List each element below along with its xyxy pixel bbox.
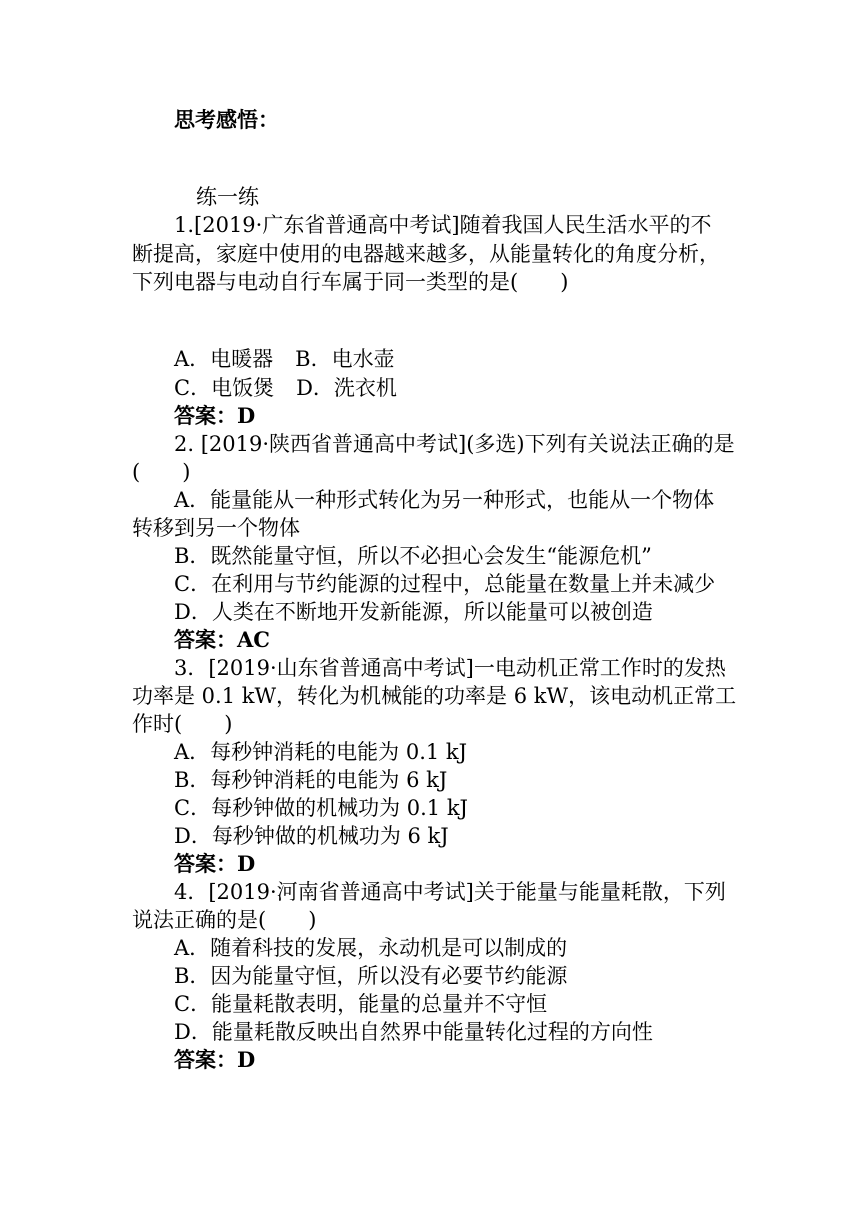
q2-option-a-cont: 转移到另一个物体 <box>132 516 300 540</box>
q4-option-c: C．能量耗散表明，能量的总量并不守恒 <box>174 992 548 1016</box>
q1-stem-line-2: 断提高，家庭中使用的电器越来越多，从能量转化的角度分析， <box>132 242 720 266</box>
q3-option-c: C．每秒钟做的机械功为 0.1 kJ <box>174 796 468 820</box>
q4-answer: 答案：D <box>174 1047 256 1072</box>
q1-option-b: B．电水壶 <box>295 347 395 371</box>
q3-option-d: D．每秒钟做的机械功为 6 kJ <box>174 824 449 848</box>
q2-option-d: D．人类在不断地开发新能源，所以能量可以被创造 <box>174 600 653 624</box>
q4-stem-line-2: 说法正确的是( ) <box>132 908 317 932</box>
q1-stem-line-3: 下列电器与电动自行车属于同一类型的是( ) <box>132 270 569 294</box>
q1-options-row-1 <box>174 345 732 373</box>
q4-option-a: A．随着科技的发展，永动机是可以制成的 <box>174 936 568 960</box>
q3-option-a: A．每秒钟消耗的电能为 0.1 kJ <box>174 740 468 764</box>
q2-answer: 答案：AC <box>174 627 271 652</box>
q1-answer: 答案：D <box>174 403 256 428</box>
q3-stem-line-2: 功率是 0.1 kW，转化为机械能的功率是 6 kW，该电动机正常工 <box>132 684 737 708</box>
q1-options-row-2 <box>174 374 732 402</box>
q1-stem-line-1: 1.[2019·广东省普通高中考试]随着我国人民生活水平的不 <box>174 213 712 237</box>
q1-option-a: A．电暖器 <box>174 347 274 371</box>
q2-option-a: A．能量能从一种形式转化为另一种形式，也能从一个物体 <box>174 488 715 512</box>
reflection-heading: 思考感悟： <box>174 107 279 132</box>
practice-heading: 练一练 <box>196 185 259 209</box>
q4-stem-line-1: 4．[2019·河南省普通高中考试]关于能量与能量耗散，下列 <box>174 880 726 904</box>
q2-stem-line-1: 2. [2019·陕西省普通高中考试](多选)下列有关说法正确的是 <box>174 432 735 456</box>
q3-option-b: B．每秒钟消耗的电能为 6 kJ <box>174 768 448 792</box>
q2-option-b: B．既然能量守恒，所以不必担心会发生“能源危机” <box>174 544 652 568</box>
q3-stem-line-1: 3．[2019·山东省普通高中考试]一电动机正常工作时的发热 <box>174 656 726 680</box>
q4-option-d: D．能量耗散反映出自然界中能量转化过程的方向性 <box>174 1020 653 1044</box>
q2-stem-line-2: ( ) <box>132 460 191 484</box>
q2-option-c: C．在利用与节约能源的过程中，总能量在数量上并未减少 <box>174 572 716 596</box>
q1-option-d: D．洗衣机 <box>296 376 397 400</box>
q4-option-b: B．因为能量守恒，所以没有必要节约能源 <box>174 964 568 988</box>
q3-stem-line-3: 作时( ) <box>132 712 233 736</box>
q3-answer: 答案：D <box>174 851 256 876</box>
q1-option-c: C．电饭煲 <box>174 376 275 400</box>
